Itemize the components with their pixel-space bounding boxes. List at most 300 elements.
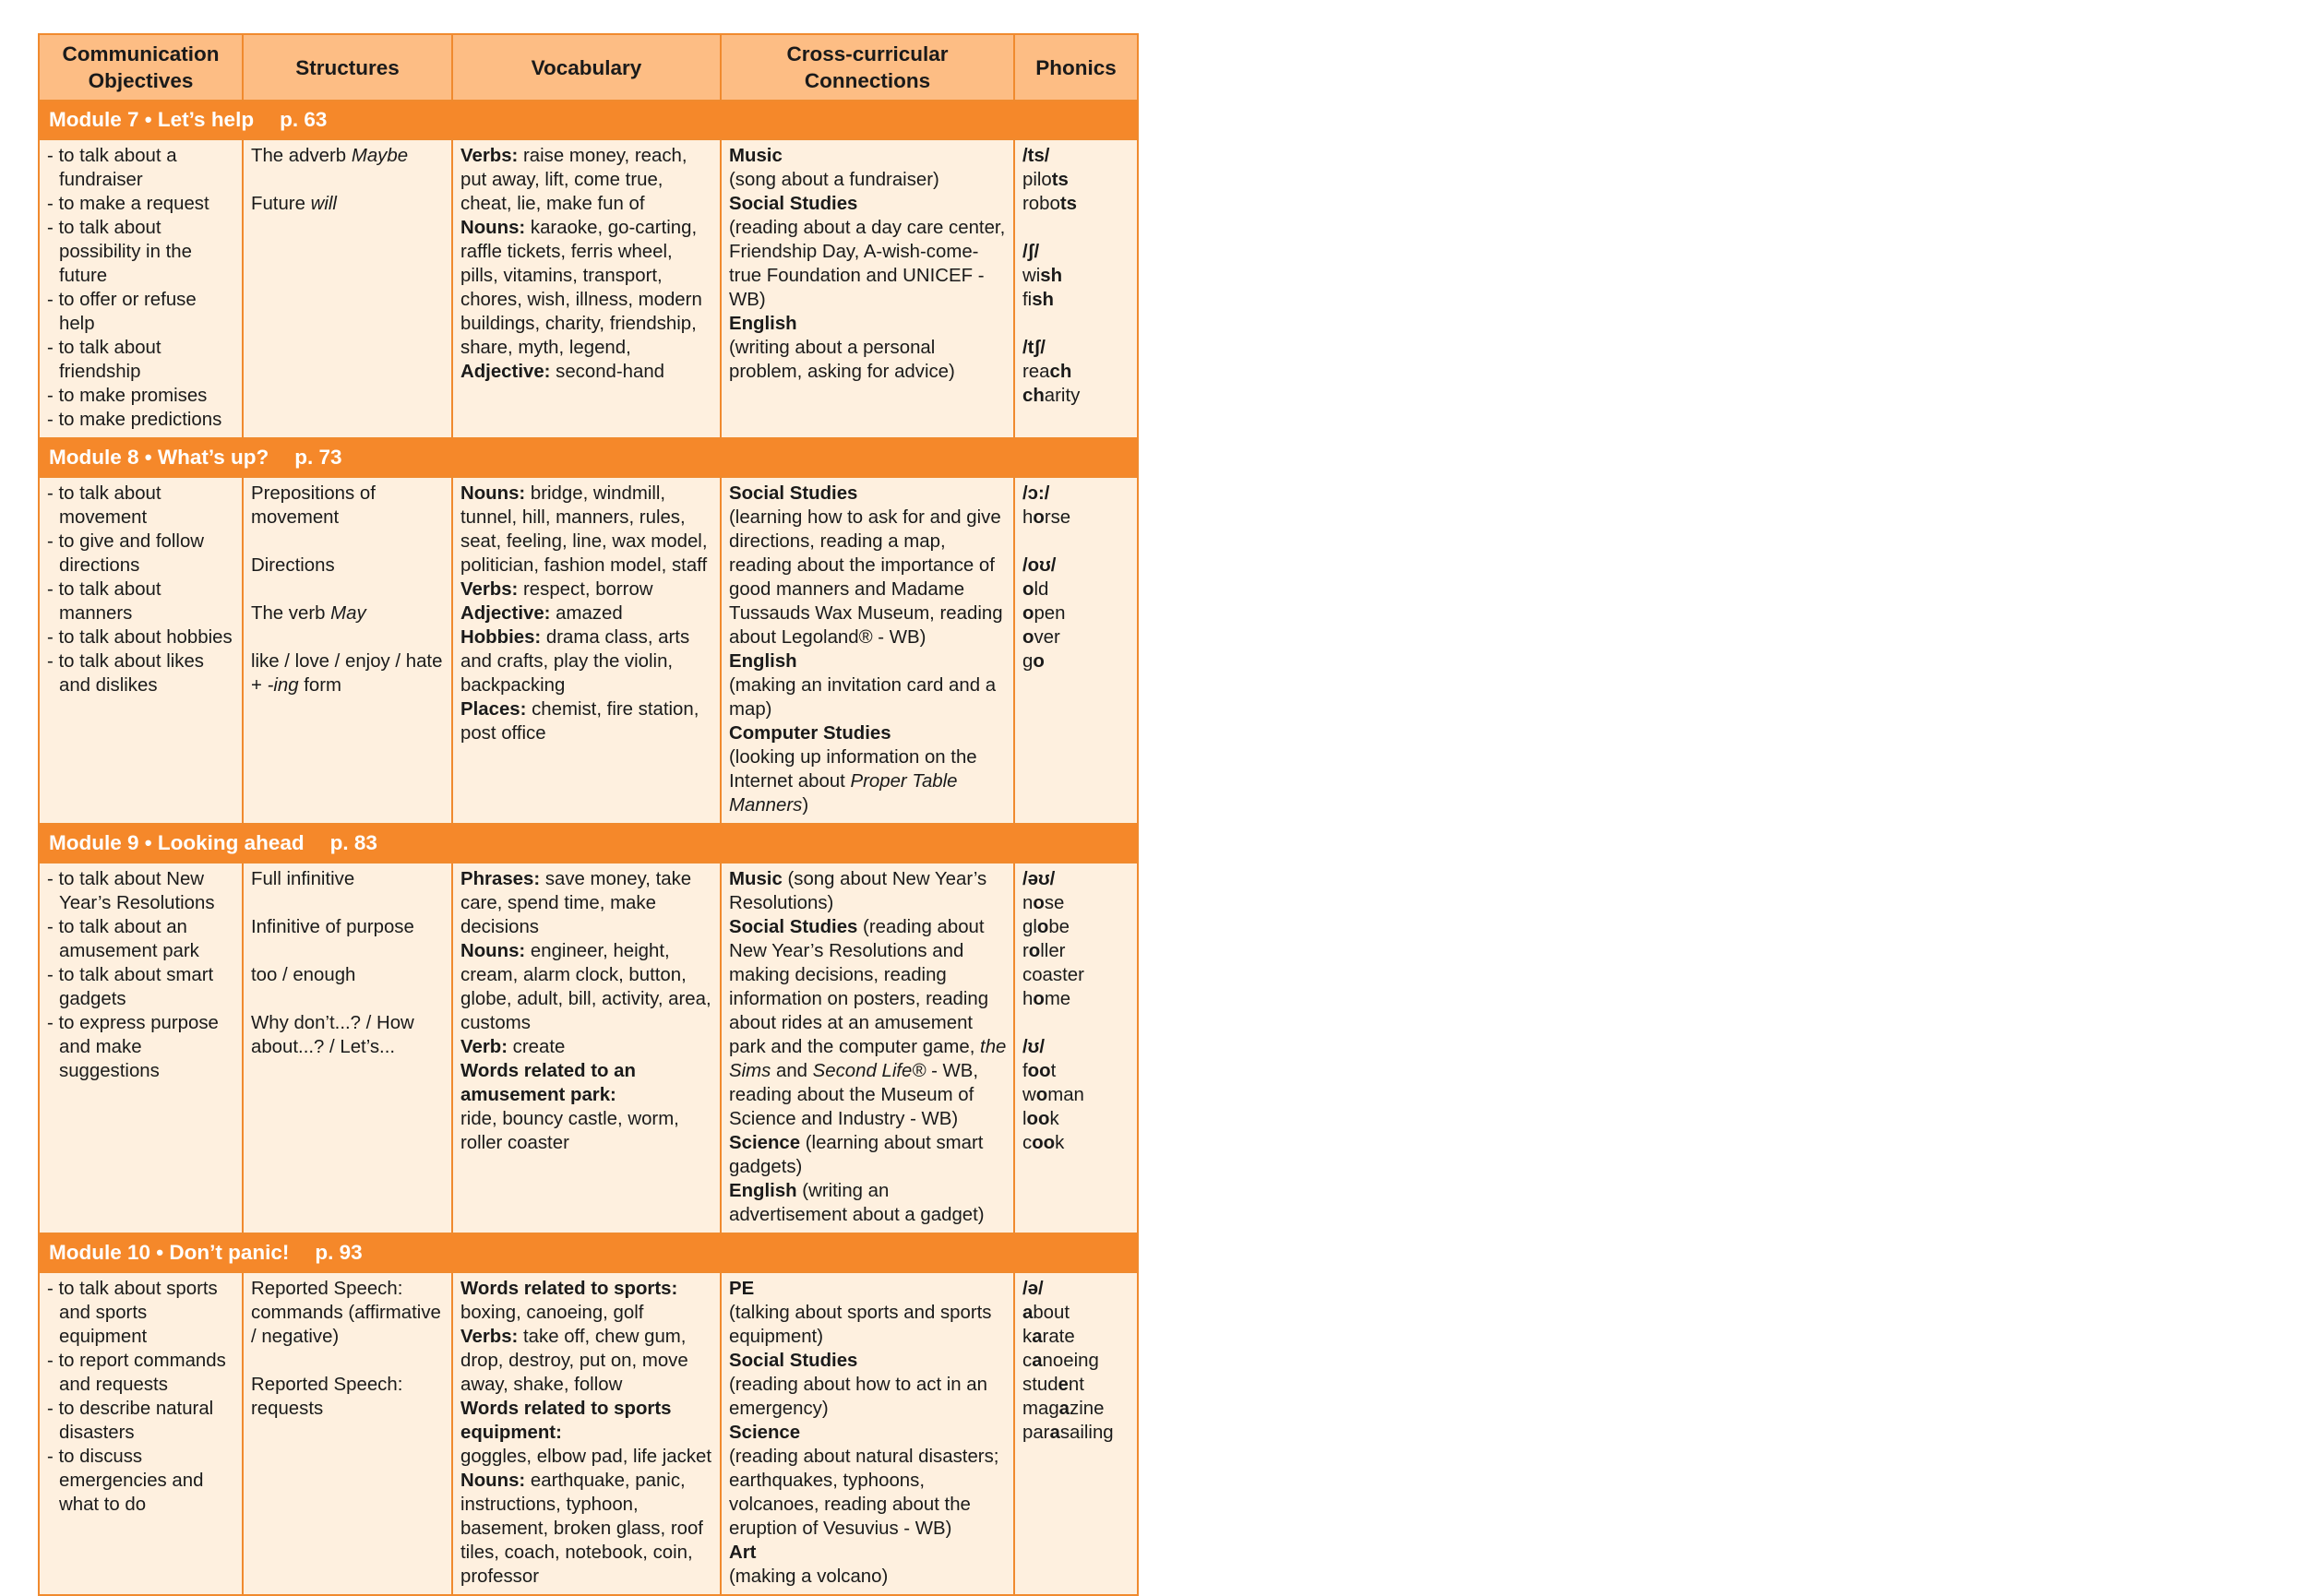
phonics-word bbox=[1022, 939, 1131, 987]
module-title: Module 9 • Looking ahead bbox=[49, 831, 305, 854]
text-segment: ts bbox=[1051, 170, 1069, 190]
text-segment: Reported Speech: commands (affirmative / negative) bbox=[251, 1279, 441, 1347]
structures-cell bbox=[243, 863, 452, 1233]
module-page: p. 63 bbox=[280, 108, 328, 131]
structure-item bbox=[251, 649, 446, 697]
phonics-symbol: /əʊ/ bbox=[1022, 869, 1056, 889]
structures-cell bbox=[243, 139, 452, 438]
module-content-row bbox=[39, 139, 1138, 438]
connection-line bbox=[729, 168, 1008, 192]
phonics-word bbox=[1022, 601, 1131, 625]
objective-item: - to make a request bbox=[47, 194, 209, 214]
connection-line bbox=[729, 506, 1008, 649]
vocabulary-line bbox=[460, 1469, 714, 1589]
module-title-cell bbox=[39, 824, 1138, 863]
header-objectives: Communication Objectives bbox=[39, 34, 243, 101]
objective-item: - to report commands and requests bbox=[47, 1351, 226, 1395]
phonics-word bbox=[1022, 1397, 1131, 1421]
text-segment: (writing about a personal problem, asking for advice) bbox=[729, 338, 955, 382]
phonics-cell bbox=[1014, 477, 1138, 824]
objectives-list bbox=[47, 144, 236, 432]
phonics-symbol: /ɔ:/ bbox=[1022, 483, 1050, 504]
text-segment: pilo bbox=[1022, 170, 1052, 190]
phonics-word bbox=[1022, 1083, 1131, 1107]
text-segment: English bbox=[729, 314, 797, 334]
text-segment: chemist, fire station, post office bbox=[460, 699, 699, 744]
text-segment: Nouns: bbox=[460, 1471, 526, 1491]
text-segment: se bbox=[1044, 893, 1065, 913]
objective-item: - to give and follow directions bbox=[47, 531, 205, 576]
header-structures: Structures bbox=[243, 34, 452, 101]
objective-item: - to talk about a fundraiser bbox=[47, 146, 177, 190]
connection-line bbox=[729, 721, 1008, 745]
text-segment: like / love / enjoy / hate + bbox=[251, 651, 443, 696]
text-segment: pen bbox=[1034, 603, 1066, 624]
objectives-list bbox=[47, 482, 236, 697]
text-segment: h bbox=[1022, 989, 1034, 1009]
objective-item: - to talk about New Year’s Resolutions bbox=[47, 869, 215, 913]
text-segment: robo bbox=[1022, 194, 1060, 214]
text-segment: (making an invitation card and a map) bbox=[729, 675, 997, 720]
objective-item: - to talk about friendship bbox=[47, 338, 161, 382]
text-segment: ts bbox=[1059, 194, 1077, 214]
text-segment: Infinitive of purpose bbox=[251, 917, 414, 937]
structure-item bbox=[251, 915, 446, 939]
text-segment: r bbox=[1022, 941, 1029, 961]
phonics-symbol: /ə/ bbox=[1022, 1279, 1044, 1299]
phonics-group bbox=[1022, 1277, 1131, 1445]
vocabulary-line bbox=[460, 1445, 714, 1469]
text-segment: Verb: bbox=[460, 1037, 508, 1057]
phonics-symbol: /ts/ bbox=[1022, 146, 1050, 166]
text-segment: Proper Table Manners bbox=[729, 771, 958, 816]
objective-item: - to offer or refuse help bbox=[47, 290, 197, 334]
vocabulary-cell bbox=[452, 139, 721, 438]
header-phonics: Phonics bbox=[1014, 34, 1138, 101]
text-segment: (reading about natural disasters; earthquakes, typhoons, volcanoes, reading about the eruption of Vesuvius - WB) bbox=[729, 1447, 999, 1539]
text-segment: arity bbox=[1044, 386, 1081, 406]
text-segment: Science bbox=[729, 1133, 801, 1153]
structure-item bbox=[251, 963, 446, 987]
text-segment: o bbox=[1035, 1085, 1048, 1105]
text-segment: the Sims bbox=[729, 1037, 1007, 1081]
text-segment: respect, borrow bbox=[518, 579, 653, 600]
text-segment: rse bbox=[1044, 507, 1071, 528]
phonics-group bbox=[1022, 482, 1131, 530]
text-segment: (song about a fundraiser) bbox=[729, 170, 939, 190]
text-segment: - WB, reading about the Museum of Science and Industry - WB) bbox=[729, 1061, 979, 1129]
connection-line bbox=[729, 144, 1008, 168]
module-title-cell bbox=[39, 101, 1138, 139]
objective-item: - to talk about likes and dislikes bbox=[47, 651, 205, 696]
text-segment: The verb bbox=[251, 603, 331, 624]
text-segment: t bbox=[1050, 1061, 1057, 1081]
text-segment: zine bbox=[1070, 1399, 1105, 1419]
text-segment: (learning about smart gadgets) bbox=[729, 1133, 984, 1177]
text-segment: sh bbox=[1032, 290, 1054, 310]
text-segment: Social Studies bbox=[729, 194, 858, 214]
text-segment: Full infinitive bbox=[251, 869, 355, 889]
text-segment: PE bbox=[729, 1279, 755, 1299]
vocabulary-line bbox=[460, 578, 714, 601]
objective-item: - to make promises bbox=[47, 386, 208, 406]
text-segment: Art bbox=[729, 1542, 757, 1563]
text-segment: nt bbox=[1068, 1375, 1084, 1395]
connection-line bbox=[729, 1445, 1008, 1541]
connections-cell bbox=[721, 477, 1014, 824]
connection-line bbox=[729, 1277, 1008, 1301]
text-segment: goggles, elbow pad, life jacket bbox=[460, 1447, 712, 1467]
connection-line bbox=[729, 1179, 1008, 1227]
phonics-word bbox=[1022, 1325, 1131, 1349]
header-connections: Cross-curricular Connections bbox=[721, 34, 1014, 101]
vocabulary-line bbox=[460, 1107, 714, 1155]
text-segment: will bbox=[310, 194, 337, 214]
phonics-word bbox=[1022, 1301, 1131, 1325]
phonics-symbol: /ʃ/ bbox=[1022, 242, 1040, 262]
text-segment: ld bbox=[1034, 579, 1049, 600]
structure-item bbox=[251, 144, 446, 168]
syllabus-table bbox=[38, 33, 1139, 1596]
text-segment: bout bbox=[1033, 1303, 1070, 1323]
text-segment: a bbox=[1032, 1351, 1043, 1371]
connection-line bbox=[729, 867, 1008, 915]
text-segment: form bbox=[298, 675, 342, 696]
text-segment: Directions bbox=[251, 555, 335, 576]
text-segment: Adjective: bbox=[460, 362, 551, 382]
connection-line bbox=[729, 673, 1008, 721]
phonics-word bbox=[1022, 168, 1131, 192]
structure-item bbox=[251, 1277, 446, 1349]
text-segment: n bbox=[1022, 893, 1034, 913]
vocabulary-line bbox=[460, 144, 714, 216]
connections-cell bbox=[721, 863, 1014, 1233]
text-segment: (reading about how to act in an emergency) bbox=[729, 1375, 987, 1419]
text-segment: h bbox=[1022, 507, 1034, 528]
connection-line bbox=[729, 336, 1008, 384]
text-segment: me bbox=[1044, 989, 1071, 1009]
text-segment: Hobbies: bbox=[460, 627, 542, 648]
phonics-word bbox=[1022, 192, 1131, 216]
text-segment: Verbs: bbox=[460, 1327, 519, 1347]
text-segment: Science bbox=[729, 1423, 801, 1443]
text-segment: Adjective: bbox=[460, 603, 551, 624]
structure-item bbox=[251, 601, 446, 625]
objectives-cell bbox=[39, 477, 243, 824]
phonics-group bbox=[1022, 554, 1131, 673]
text-segment: be bbox=[1048, 917, 1070, 937]
connection-line bbox=[729, 1541, 1008, 1565]
text-segment: engineer, height, cream, alarm clock, button, globe, adult, bill, activity, area, customs bbox=[460, 941, 711, 1033]
connection-line bbox=[729, 1301, 1008, 1349]
phonics-word bbox=[1022, 1421, 1131, 1445]
objective-item: - to make predictions bbox=[47, 410, 222, 430]
structure-item bbox=[251, 1373, 446, 1421]
text-segment: oo bbox=[1026, 1109, 1050, 1129]
vocabulary-line bbox=[460, 939, 714, 1035]
vocabulary-cell bbox=[452, 1272, 721, 1595]
text-segment: karaoke, go-carting, raffle tickets, ferris wheel, pills, vitamins, transport, chores, wish, illness, modern buildings, charity, friendship, share, myth, legend, bbox=[460, 218, 702, 358]
text-segment: Words related to sports: bbox=[460, 1279, 678, 1299]
text-segment: oo bbox=[1032, 1133, 1056, 1153]
phonics-symbol: /ʊ/ bbox=[1022, 1037, 1045, 1057]
text-segment: k bbox=[1049, 1109, 1059, 1129]
structure-item bbox=[251, 867, 446, 891]
module-page: p. 73 bbox=[294, 446, 342, 469]
text-segment: rea bbox=[1022, 362, 1050, 382]
text-segment: Verbs: bbox=[460, 146, 519, 166]
text-segment: Social Studies bbox=[729, 1351, 858, 1371]
text-segment: English bbox=[729, 1181, 797, 1201]
structures-cell bbox=[243, 1272, 452, 1595]
phonics-word bbox=[1022, 264, 1131, 288]
structure-item bbox=[251, 1011, 446, 1059]
connection-line bbox=[729, 1373, 1008, 1421]
structure-item bbox=[251, 192, 446, 216]
module-page: p. 83 bbox=[329, 831, 377, 854]
module-header-row bbox=[39, 101, 1138, 139]
phonics-group bbox=[1022, 867, 1131, 1011]
objective-item: - to express purpose and make suggestions bbox=[47, 1013, 219, 1081]
phonics-word bbox=[1022, 1373, 1131, 1397]
text-segment: ) bbox=[802, 795, 809, 816]
phonics-word bbox=[1022, 987, 1131, 1011]
connection-line bbox=[729, 915, 1008, 1131]
text-segment: raise money, reach, put away, lift, come true, cheat, lie, make fun of bbox=[460, 146, 687, 214]
connection-line bbox=[729, 1131, 1008, 1179]
vocabulary-line bbox=[460, 625, 714, 697]
objectives-list bbox=[47, 867, 236, 1083]
text-segment: g bbox=[1022, 651, 1034, 672]
text-segment: ver bbox=[1034, 627, 1060, 648]
text-segment: Second Life® bbox=[812, 1061, 926, 1081]
text-segment: Why don’t...? / How about...? / Let’s... bbox=[251, 1013, 414, 1057]
phonics-word bbox=[1022, 1059, 1131, 1083]
module-page: p. 93 bbox=[315, 1241, 363, 1264]
text-segment: e bbox=[1058, 1375, 1069, 1395]
text-segment: Places: bbox=[460, 699, 527, 720]
objective-item: - to talk about possibility in the future bbox=[47, 218, 192, 286]
text-segment: and bbox=[771, 1061, 813, 1081]
text-segment: boxing, canoeing, golf bbox=[460, 1303, 644, 1323]
text-segment: Words related to an amusement park: bbox=[460, 1061, 636, 1105]
objective-item: - to talk about manners bbox=[47, 579, 161, 624]
text-segment: Nouns: bbox=[460, 483, 526, 504]
text-segment: (song about New Year’s Resolutions) bbox=[729, 869, 987, 913]
text-segment: c bbox=[1022, 1133, 1033, 1153]
module-title-cell bbox=[39, 438, 1138, 477]
text-segment: Music bbox=[729, 869, 783, 889]
objective-item: - to describe natural disasters bbox=[47, 1399, 214, 1443]
phonics-symbol: /tʃ/ bbox=[1022, 338, 1046, 358]
phonics-group bbox=[1022, 1035, 1131, 1155]
text-segment: The adverb bbox=[251, 146, 352, 166]
text-segment: Nouns: bbox=[460, 218, 526, 238]
text-segment: sailing bbox=[1059, 1423, 1114, 1443]
connection-line bbox=[729, 1421, 1008, 1445]
text-segment: bridge, windmill, tunnel, hill, manners, rules, seat, feeling, line, wax model, politician, fashion model, staff bbox=[460, 483, 708, 576]
connection-line bbox=[729, 649, 1008, 673]
phonics-word bbox=[1022, 915, 1131, 939]
text-segment: Nouns: bbox=[460, 941, 526, 961]
text-segment: May bbox=[330, 603, 366, 624]
text-segment: (talking about sports and sports equipment) bbox=[729, 1303, 992, 1347]
text-segment: Social Studies bbox=[729, 483, 858, 504]
objective-item: - to talk about sports and sports equipment bbox=[47, 1279, 218, 1347]
vocabulary-line bbox=[460, 482, 714, 578]
structure-item bbox=[251, 554, 446, 578]
vocabulary-line bbox=[460, 1301, 714, 1325]
phonics-word bbox=[1022, 506, 1131, 530]
text-segment: o bbox=[1022, 579, 1034, 600]
text-segment: ller coaster bbox=[1022, 941, 1084, 985]
text-segment: par bbox=[1022, 1423, 1050, 1443]
module-header-row bbox=[39, 438, 1138, 477]
text-segment: Words related to sports equipment: bbox=[460, 1399, 672, 1443]
phonics-cell bbox=[1014, 1272, 1138, 1595]
text-segment: save money, take care, spend time, make decisions bbox=[460, 869, 692, 937]
objectives-cell bbox=[39, 139, 243, 438]
phonics-group bbox=[1022, 336, 1131, 408]
text-segment: -ing bbox=[267, 675, 299, 696]
text-segment: k bbox=[1022, 1327, 1033, 1347]
text-segment: ch bbox=[1049, 362, 1072, 382]
text-segment: gl bbox=[1022, 917, 1037, 937]
connections-cell bbox=[721, 1272, 1014, 1595]
vocabulary-line bbox=[460, 601, 714, 625]
text-segment: Music bbox=[729, 146, 783, 166]
text-segment: man bbox=[1047, 1085, 1084, 1105]
text-segment: Prepositions of movement bbox=[251, 483, 376, 528]
vocabulary-line bbox=[460, 867, 714, 939]
text-segment: English bbox=[729, 651, 797, 672]
header-vocabulary: Vocabulary bbox=[452, 34, 721, 101]
text-segment: (reading about New Year’s Resolutions and making decisions, reading information on posters, reading about rides at an amusement park and the computer game, bbox=[729, 917, 989, 1057]
text-segment: create bbox=[508, 1037, 566, 1057]
vocabulary-line bbox=[460, 1277, 714, 1301]
phonics-cell bbox=[1014, 863, 1138, 1233]
text-segment: sh bbox=[1040, 266, 1063, 286]
text-segment: second-hand bbox=[550, 362, 665, 382]
module-content-row bbox=[39, 477, 1138, 824]
text-segment: Verbs: bbox=[460, 579, 519, 600]
phonics-word bbox=[1022, 384, 1131, 408]
phonics-word bbox=[1022, 360, 1131, 384]
text-segment: take off, chew gum, drop, destroy, put on, move away, shake, follow bbox=[460, 1327, 688, 1395]
text-segment: a bbox=[1058, 1399, 1070, 1419]
phonics-symbol: /oʊ/ bbox=[1022, 555, 1057, 576]
text-segment: (reading about a day care center, Friendship Day, A-wish-come-true Foundation and UNICEF - WB) bbox=[729, 218, 1006, 310]
phonics-word bbox=[1022, 1131, 1131, 1155]
text-segment: o bbox=[1033, 989, 1045, 1009]
text-segment: w bbox=[1022, 1085, 1036, 1105]
text-segment: o bbox=[1028, 941, 1041, 961]
module-title-cell bbox=[39, 1233, 1138, 1272]
text-segment: drama class, arts and crafts, play the violin, backpacking bbox=[460, 627, 690, 696]
text-segment: (making a volcano) bbox=[729, 1566, 889, 1587]
text-segment: Future bbox=[251, 194, 311, 214]
text-segment: stud bbox=[1022, 1375, 1058, 1395]
vocabulary-line bbox=[460, 1325, 714, 1397]
objective-item: - to talk about an amusement park bbox=[47, 917, 199, 961]
text-segment: ride, bouncy castle, worm, roller coaster bbox=[460, 1109, 679, 1153]
text-segment: noeing bbox=[1042, 1351, 1099, 1371]
text-segment: o bbox=[1033, 507, 1045, 528]
vocabulary-line bbox=[460, 697, 714, 745]
text-segment: l bbox=[1022, 1109, 1027, 1129]
text-segment: Maybe bbox=[351, 146, 409, 166]
structures-cell bbox=[243, 477, 452, 824]
text-segment: k bbox=[1055, 1133, 1065, 1153]
phonics-word bbox=[1022, 578, 1131, 601]
text-segment: Social Studies bbox=[729, 917, 858, 937]
objectives-cell bbox=[39, 863, 243, 1233]
text-segment: Reported Speech: requests bbox=[251, 1375, 403, 1419]
connection-line bbox=[729, 192, 1008, 216]
module-title: Module 10 • Don’t panic! bbox=[49, 1241, 290, 1264]
text-segment: (learning how to ask for and give directions, reading a map, reading about the importance of good manners and Madame Tussauds Wax Museum, reading about Legoland® - WB) bbox=[729, 507, 1003, 648]
module-title: Module 8 • What’s up? bbox=[49, 446, 269, 469]
connection-line bbox=[729, 312, 1008, 336]
objective-item: - to discuss emergencies and what to do bbox=[47, 1447, 204, 1515]
text-segment: wi bbox=[1022, 266, 1041, 286]
header-row bbox=[39, 34, 1138, 101]
connections-cell bbox=[721, 139, 1014, 438]
text-segment: earthquake, panic, instructions, typhoon, basement, broken glass, roof tiles, coach, notebook, coin, professor bbox=[460, 1471, 703, 1587]
text-segment: f bbox=[1022, 1061, 1028, 1081]
text-segment: ch bbox=[1022, 386, 1045, 406]
text-segment: c bbox=[1022, 1351, 1033, 1371]
text-segment: o bbox=[1033, 651, 1045, 672]
phonics-word bbox=[1022, 1107, 1131, 1131]
phonics-word bbox=[1022, 625, 1131, 649]
vocabulary-cell bbox=[452, 477, 721, 824]
vocabulary-line bbox=[460, 1059, 714, 1107]
text-segment: a bbox=[1032, 1327, 1043, 1347]
module-header-row bbox=[39, 1233, 1138, 1272]
vocabulary-line bbox=[460, 360, 714, 384]
text-segment: o bbox=[1022, 627, 1034, 648]
vocabulary-line bbox=[460, 216, 714, 360]
module-header-row bbox=[39, 824, 1138, 863]
text-segment: (looking up information on the Internet about bbox=[729, 747, 977, 792]
objective-item: - to talk about hobbies bbox=[47, 627, 233, 648]
objectives-cell bbox=[39, 1272, 243, 1595]
text-segment: a bbox=[1049, 1423, 1060, 1443]
text-segment: o bbox=[1022, 603, 1034, 624]
module-content-row bbox=[39, 1272, 1138, 1595]
vocabulary-line bbox=[460, 1035, 714, 1059]
text-segment: amazed bbox=[550, 603, 623, 624]
objective-item: - to talk about smart gadgets bbox=[47, 965, 214, 1009]
module-title: Module 7 • Let’s help bbox=[49, 108, 255, 131]
connection-line bbox=[729, 216, 1008, 312]
structure-item bbox=[251, 482, 446, 530]
objective-item: - to talk about movement bbox=[47, 483, 161, 528]
module-content-row bbox=[39, 863, 1138, 1233]
phonics-word bbox=[1022, 649, 1131, 673]
text-segment: mag bbox=[1022, 1399, 1059, 1419]
text-segment: oo bbox=[1027, 1061, 1051, 1081]
text-segment: (writing an advertisement about a gadget) bbox=[729, 1181, 985, 1225]
vocabulary-line bbox=[460, 1397, 714, 1445]
vocabulary-cell bbox=[452, 863, 721, 1233]
text-segment: o bbox=[1036, 917, 1049, 937]
text-segment: rate bbox=[1042, 1327, 1075, 1347]
text-segment: Computer Studies bbox=[729, 723, 891, 744]
phonics-word bbox=[1022, 1349, 1131, 1373]
phonics-group bbox=[1022, 144, 1131, 216]
